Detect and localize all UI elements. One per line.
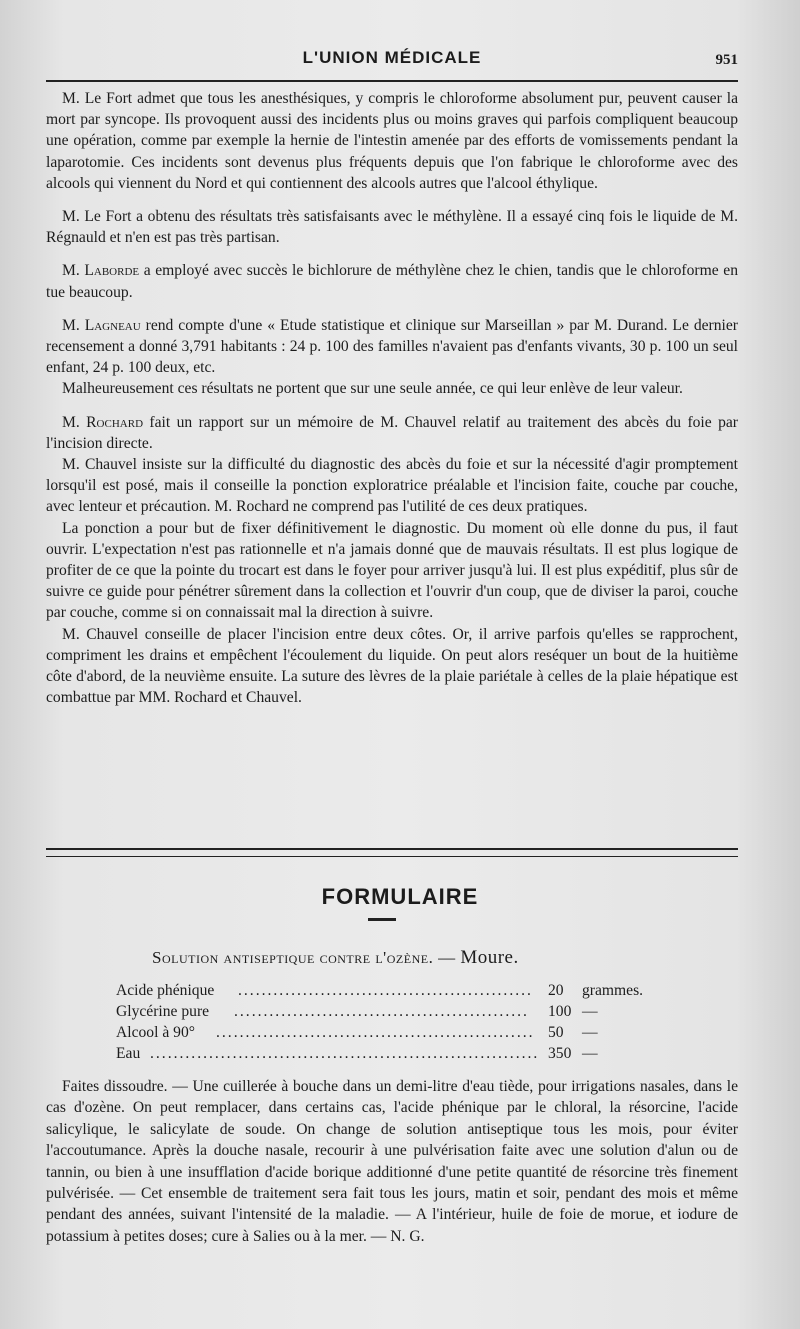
recipe-title	[152, 947, 738, 969]
ingredient-quantity: 50	[548, 1024, 564, 1041]
instructions-paragraph	[46, 1076, 738, 1247]
ingredient-name: Eau	[116, 1045, 141, 1062]
paragraph-malheureusement: Malheureusement ces résultats ne portent que sur une seule année, ce qui leur enlève de leur valeur.	[62, 380, 683, 398]
dot-leader: ..................................................	[238, 982, 533, 999]
ingredient-quantity: 20	[548, 982, 564, 999]
section-divider	[46, 848, 738, 857]
ingredient-list	[116, 982, 676, 1066]
speaker-name: M. Lagneau	[62, 316, 141, 334]
running-title: L'UNION MÉDICALE	[302, 48, 482, 67]
ingredient-unit: —	[582, 1045, 598, 1062]
ingredient-unit: —	[582, 1024, 598, 1041]
recipe-author: Moure.	[460, 947, 519, 968]
ingredient-name: Acide phénique	[116, 982, 215, 999]
section-title: FORMULAIRE	[321, 884, 479, 909]
paragraph-text: fait un rapport sur un mémoire de M. Chauvel relatif au traitement des abcès du foie par l'incision directe.	[46, 413, 738, 452]
speaker-name: M. Rochard	[62, 413, 144, 431]
body-text	[46, 88, 738, 708]
paragraph-chauvel-incision: M. Chauvel conseille de placer l'incision entre deux côtes. Or, il arrive parfois qu'elles se rapprochent, compriment les drains et empêchent l'écoulement du liquide. On peut alors reséquer un bout de la huitième côte d'abord, de la neuvième ensuite. La suture des lèvres de la plaie pariétale à celles de la plaie hépatique est combattue par MM. Rochard et Chauvel.	[46, 625, 738, 707]
ingredient-name: Alcool à 90°	[116, 1024, 195, 1041]
dot-leader: ..................................................	[234, 1003, 529, 1020]
paragraph-le-fort-methylene: M. Le Fort a obtenu des résultats très satisfaisants avec le méthylène. Il a essayé cinq fois le liquide de M. Régnauld et n'en est pas très partisan.	[46, 208, 738, 247]
speaker-name: M. Laborde	[62, 262, 140, 280]
paragraph-le-fort-anesthesiques: M. Le Fort admet que tous les anesthésiques, y compris le chloroforme absolument pur, peuvent causer la mort par syncope. Ils provoquent aussi des incidents plus ou moins graves qui parfois compliquent beaucoup une opération, comme par exemple la hernie de l'intestin amenée par des efforts de vomissements pendant la laparotomie. Ces incidents sont devenus plus fréquents depuis que l'on fabrique le chloroforme avec des alcools qui viennent du Nord et qui contiennent des alcools autres que l'alcool éthylique.	[46, 90, 738, 192]
ingredient-row	[116, 982, 676, 1003]
paragraph-laborde	[46, 260, 738, 302]
ingredient-unit: —	[582, 1003, 598, 1020]
ingredient-quantity: 350	[548, 1045, 572, 1062]
recipe-instructions	[46, 1076, 738, 1247]
ingredient-quantity: 100	[548, 1003, 572, 1020]
recipe-name: Solution antiseptique contre l'ozène. —	[152, 948, 456, 967]
paragraph-rochard-rapport	[46, 412, 738, 454]
signature: — N. G.	[370, 1227, 425, 1245]
ingredient-unit: grammes.	[582, 982, 644, 999]
ingredient-row	[116, 1003, 676, 1024]
instructions-text: Faites dissoudre. — Une cuillerée à bouche dans un demi-litre d'eau tiède, pour irrigations nasales, dans le cas d'ozène. On peut remplacer, dans certains cas, l'acide phénique par le chloral, la résorcine, l'acide salicylique, le salicylate de soude. On change de solution antiseptique tous les mois, pour éviter l'accoutumance. Après la douche nasale, recourir à une pulvérisation faite avec une solution d'alun ou de tannin, ou bien à une insufflation d'acide borique additionné d'une petite quantité de résorcine très finement pulvérisée. — Cet ensemble de traitement sera fait tous les jours, matin et soir, pendant des mois et même pendant des années, suivant l'intensité de la maladie. — A l'intérieur, huile de foie de morue, et iodure de potassium à petites doses; cure à Salies ou à la mer.	[46, 1078, 738, 1245]
paragraph-text: a employé avec succès le bichlorure de méthylène chez le chien, tandis que le chloroforme en tue beaucoup.	[46, 262, 738, 301]
paragraph-text: rend compte d'une « Etude statistique et clinique sur Marseillan » par M. Durand. Le dernier recensement a donné 3,791 habitants : 24 p. 100 des familles n'avaient pas d'enfants vivants, 30 p. 100 un seul enfant, 24 p. 100 deux, etc.	[46, 316, 738, 377]
ingredient-row	[116, 1024, 676, 1045]
paragraph-lagneau	[46, 315, 738, 379]
dot-leader: ......................................................	[216, 1024, 535, 1041]
ingredient-name: Glycérine pure	[116, 1003, 210, 1020]
paragraph-chauvel-diagnostic: M. Chauvel insiste sur la difficulté du diagnostic des abcès du foie et sur la nécessité d'agir promptement lorsqu'il est posé, mais il conseille la ponction exploratrice préalable et l'incision faite, couche par couche, avec lenteur et précaution. M. Rochard ne comprend pas l'utilité de ces deux pratiques.	[46, 456, 738, 516]
page-header	[46, 44, 738, 74]
page-number: 951	[715, 52, 738, 68]
ingredient-row	[116, 1045, 676, 1066]
header-rule	[46, 80, 738, 82]
dot-leader: ..................................................................	[150, 1045, 540, 1062]
paragraph-ponction: La ponction a pour but de fixer définitivement le diagnostic. Du moment où elle donne du pus, il faut ouvrir. L'expectation n'est pas rationnelle et n'a jamais donné que de mauvais résultats. Il est plus logique de profiter de ce que la pointe du trocart est dans le foyer pour arriver jusqu'à lui. Il est plus expéditif, plus sûr de suivre ce guide pour pénétrer sûrement dans la collection et l'ouvrir d'un coup, que de diviser la paroi, couche par couche, comme si on connaissait mal la direction à suivre.	[46, 519, 738, 622]
title-underline	[368, 918, 396, 921]
